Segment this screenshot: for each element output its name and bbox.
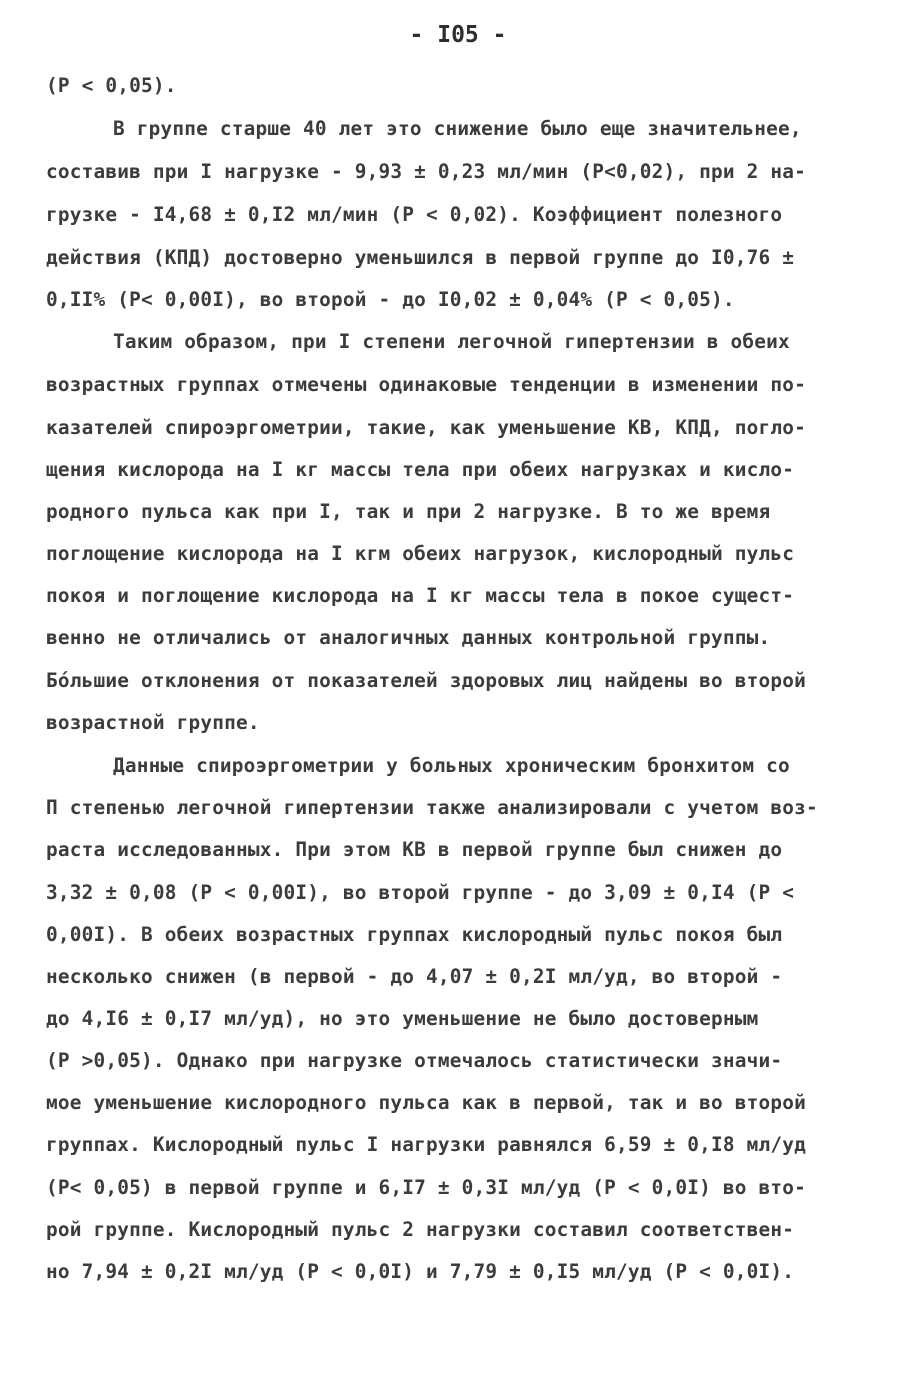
text-line: покоя и поглощение кислорода на I кг массы тела в покое сущест- — [46, 584, 795, 607]
text-line: рой группе. Кислородный пульс 2 нагрузки составил соответствен- — [46, 1218, 795, 1241]
text-line: действия (КПД) достоверно уменьшился в первой группе до I0,76 ± — [46, 246, 795, 269]
text-line: казателей спироэргометрии, такие, как уменьшение КВ, КПД, погло- — [46, 416, 806, 439]
text-line: раста исследованных. При этом КВ в первой группе был снижен до — [46, 838, 783, 861]
text-line: возрастных группах отмечены одинаковые тенденции в изменении по- — [46, 373, 806, 396]
text-line: 0,II% (Р< 0,00I), во второй - до I0,02 ± 0,04% (Р < 0,05). — [46, 288, 735, 311]
text-line: 3,32 ± 0,08 (Р < 0,00I), во второй группе - до 3,09 ± 0,I4 (Р < — [46, 881, 795, 904]
text-line: (Р< 0,05) в первой группе и 6,I7 ± 0,3I мл/уд (Р < 0,0I) во вто- — [46, 1176, 806, 1199]
text-line: родного пульса как при I, так и при 2 нагрузке. В то же время — [46, 500, 771, 523]
text-line: но 7,94 ± 0,2I мл/уд (Р < 0,0I) и 7,79 ± 0,I5 мл/уд (Р < 0,0I). — [46, 1260, 795, 1283]
page-number: - I05 - — [409, 22, 507, 48]
text-line: Таким образом, при I степени легочной гипертензии в обеих — [113, 330, 790, 353]
text-line: В группе старше 40 лет это снижение было еще значительнее, — [113, 117, 802, 140]
text-line: поглощение кислорода на I кгм обеих нагрузок, кислородный пульс — [46, 542, 795, 565]
text-line: 0,00I). В обеих возрастных группах кислородный пульс покоя был — [46, 923, 783, 946]
text-line: грузке - I4,68 ± 0,I2 мл/мин (Р < 0,02). Коэффициент полезного — [46, 203, 783, 226]
text-line: группах. Кислородный пульс I нагрузки равнялся 6,59 ± 0,I8 мл/уд — [46, 1133, 806, 1156]
text-line: щения кислорода на I кг массы тела при обеих нагрузках и кисло- — [46, 458, 795, 481]
text-line: составив при I нагрузке - 9,93 ± 0,23 мл/мин (Р<0,02), при 2 на- — [46, 160, 806, 183]
text-line: до 4,I6 ± 0,I7 мл/уд), но это уменьшение не было достоверным — [46, 1007, 759, 1030]
text-line: возрастной группе. — [46, 711, 260, 734]
text-line: Бóльшие отклонения от показателей здоровых лиц найдены во второй — [46, 669, 806, 692]
text-line: Данные спироэргометрии у больных хроническим бронхитом со — [113, 754, 790, 777]
text-line: П степенью легочной гипертензии также анализировали с учетом воз- — [46, 796, 818, 819]
text-line: (Р >0,05). Однако при нагрузке отмечалось статистически значи- — [46, 1049, 783, 1072]
text-line: (P < 0,05). — [46, 74, 177, 97]
text-line: венно не отличались от аналогичных данных контрольной группы. — [46, 626, 771, 649]
text-line: несколько снижен (в первой - до 4,07 ± 0,2I мл/уд, во второй - — [46, 965, 783, 988]
text-line: мое уменьшение кислородного пульса как в первой, так и во второй — [46, 1091, 806, 1114]
